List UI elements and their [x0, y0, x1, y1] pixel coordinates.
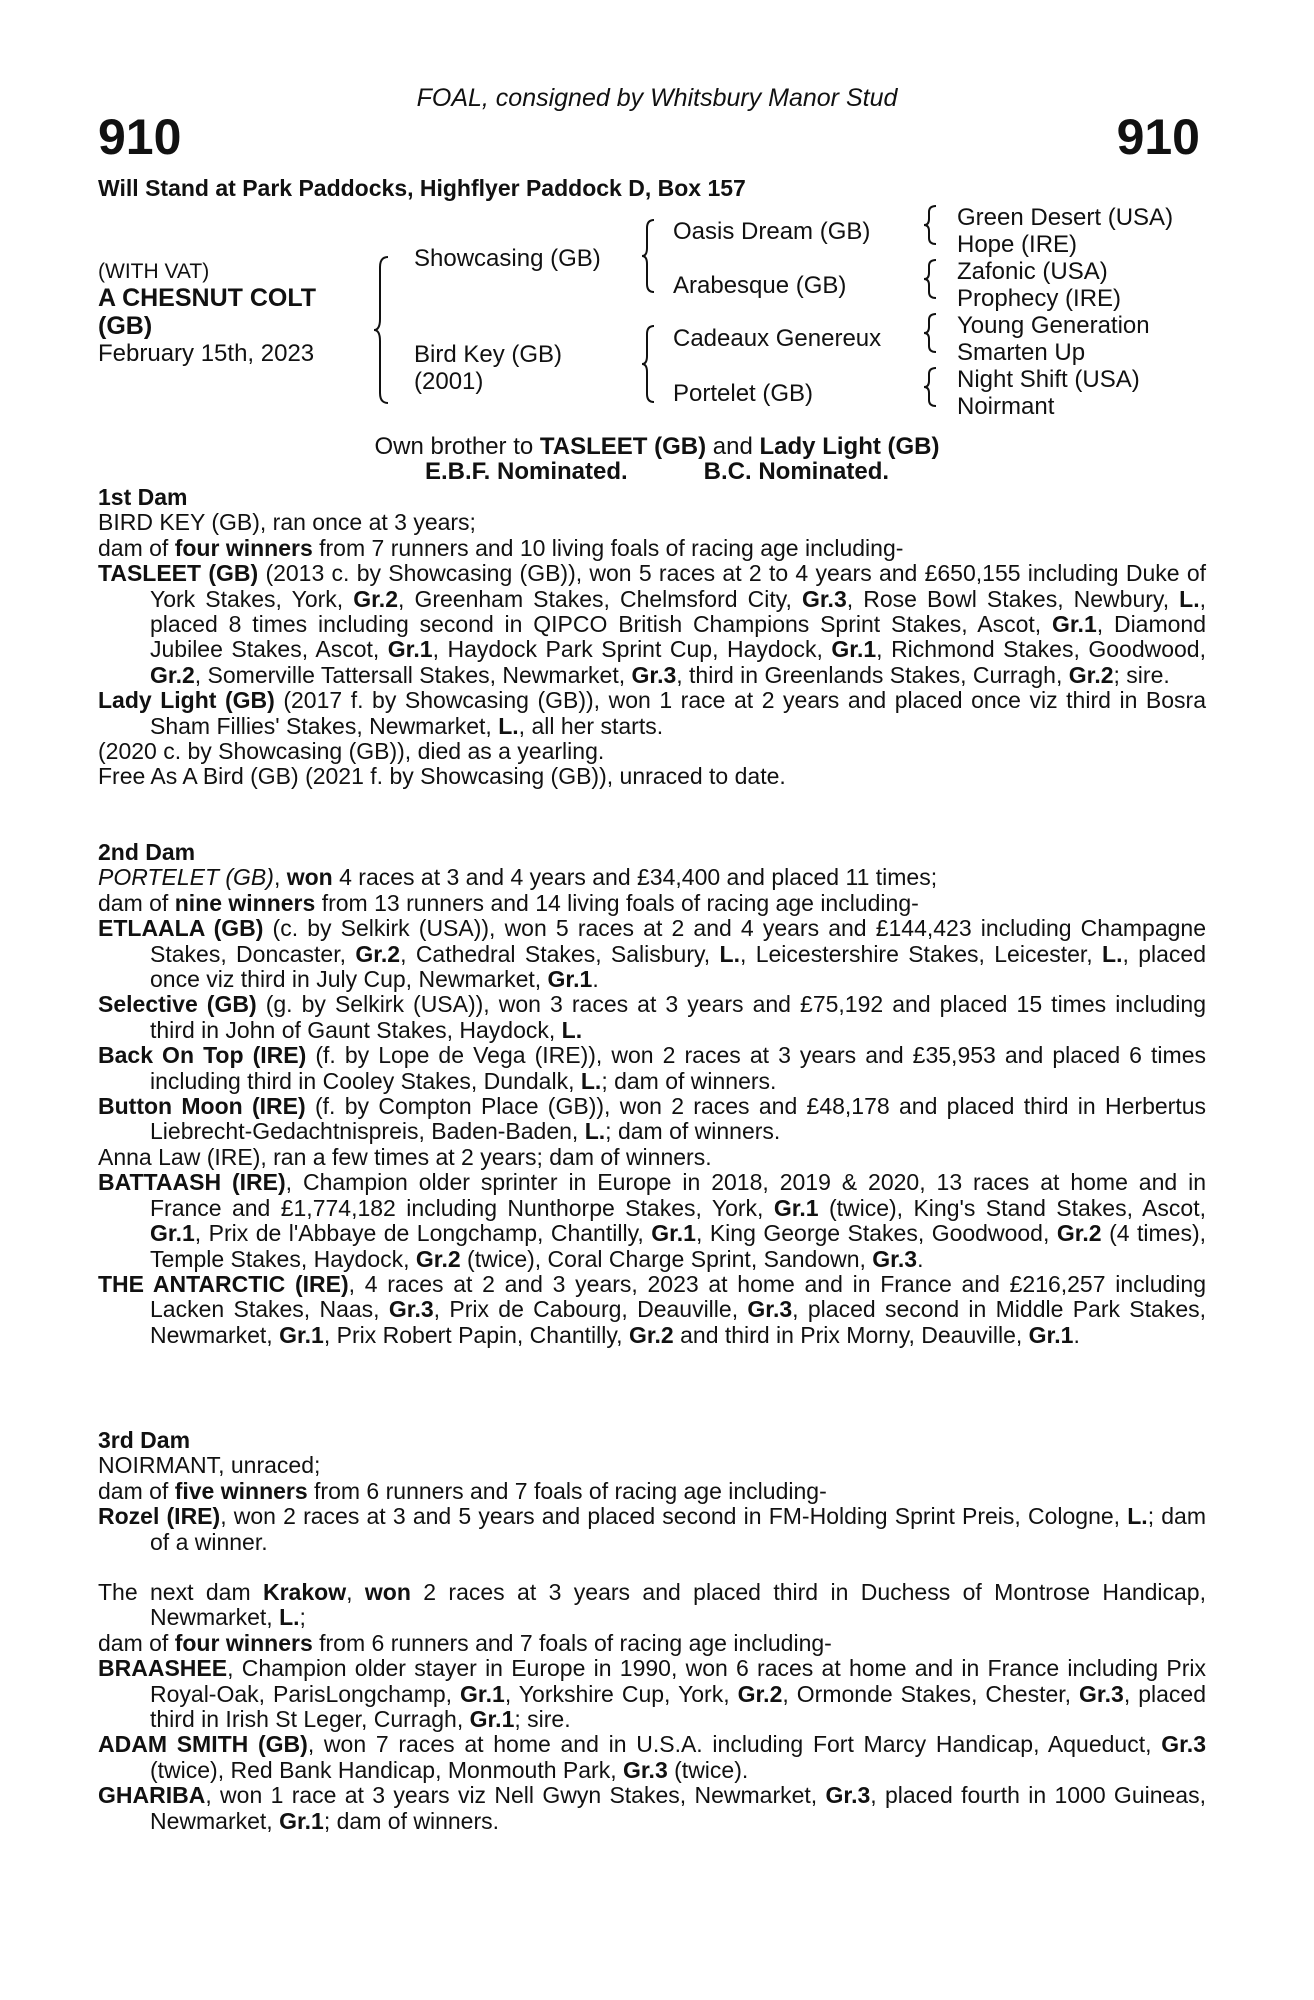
third-dam-produce-summary: dam of five winners from 6 runners and 7 foals of racing age including- [98, 1477, 827, 1504]
pedigree-dam: Bird Key (GB) [414, 341, 563, 368]
produce-entry: Button Moon (IRE) (f. by Compton Place (GB)), won 2 races and £48,178 and placed third in Herbertus Liebrecht-Gedachtnispreis, Baden-Baden, L.; dam of winners. [98, 1093, 1207, 1145]
nomination-notes [0, 434, 1314, 484]
pedigree-dsd: Smarten Up [957, 339, 1086, 366]
pedigree-ssd: Hope (IRE) [957, 231, 1078, 258]
first-dam-produce-summary: dam of four winners from 7 runners and 10 living foals of racing age including- [98, 534, 904, 561]
own-brother-line: Own brother to TASLEET (GB) and Lady Light (GB) [374, 433, 940, 460]
pedigree-sss: Green Desert (USA) [957, 204, 1174, 231]
pedigree-dam-dam: Portelet (GB) [673, 380, 814, 407]
pedigree-brace-ds [922, 312, 940, 354]
second-dam-line: PORTELET (GB), won 4 races at 3 and 4 years and £34,400 and placed 11 times; [98, 864, 938, 891]
produce-entry: Lady Light (GB) (2017 f. by Showcasing (GB)), won 1 race at 2 years and placed once viz third in Bosra Sham Fillies' Stakes, Newmarket, L., all her starts. [98, 687, 1206, 739]
grand-produce-entry: THE ANTARCTIC (IRE), 4 races at 2 and 3 years, 2023 at home and in France and £216,257 including Lacken Stakes, Naas, Gr.3, Prix de Cabourg, Deauville, Gr.3, placed second in Middle Park Stakes, Newmarket, Gr.1, Prix Robert Papin, Chantilly, Gr.2 and third in Prix Morny, Deauville, Gr.1. [98, 1270, 1207, 1348]
vat-note: (WITH VAT) [98, 260, 210, 283]
pedigree-brace-sire [640, 218, 658, 294]
consignment-line: FOAL, consigned by Whitsbury Manor Stud [416, 84, 898, 112]
next-dam-line: The next dam Krakow, won 2 races at 3 years and placed third in Duchess of Montrose Handicap, Newmarket, L.; [98, 1579, 1206, 1631]
third-dam-heading: 3rd Dam [98, 1427, 191, 1453]
next-dam-produce-summary: dam of four winners from 6 runners and 7 foals of racing age including- [98, 1629, 832, 1656]
next-dam-section [98, 1580, 1206, 1834]
lot-number-right: 910 [1116, 109, 1200, 165]
pedigree-sire-sire: Oasis Dream (GB) [673, 218, 871, 245]
pedigree-sdd: Prophecy (IRE) [957, 285, 1122, 312]
pedigree-dam-sire: Cadeaux Genereux [673, 325, 882, 352]
horse-name: A CHESNUT COLT [98, 284, 317, 312]
produce-entry: Selective (GB) (g. by Selkirk (USA)), won 3 races at 3 years and £75,192 and placed 15 times including third in John of Gaunt Stakes, Haydock, L. [98, 991, 1206, 1043]
second-dam-produce-summary: dam of nine winners from 13 runners and 14 living foals of racing age including- [98, 889, 919, 916]
first-dam-heading: 1st Dam [98, 484, 188, 510]
produce-entry: ETLAALA (GB) (c. by Selkirk (USA)), won 5 races at 2 and 4 years and £144,423 including Champagne Stakes, Doncaster, Gr.2, Cathedral Stakes, Salisbury, L., Leicestershire Stakes, Leicester, L., placed once viz third in July Cup, Newmarket, Gr.1. [98, 915, 1206, 993]
produce-entry: Free As A Bird (GB) (2021 f. by Showcasing (GB)), unraced to date. [98, 763, 786, 790]
pedigree-brace-ss [922, 204, 940, 246]
third-dam-section [98, 1428, 1206, 1555]
pedigree-brace-dd [922, 366, 940, 408]
second-dam-section [98, 840, 1206, 1348]
pedigree-brace-dam [640, 324, 658, 404]
produce-entry: GHARIBA, won 1 race at 3 years viz Nell Gwyn Stakes, Newmarket, Gr.3, placed fourth in 1000 Guineas, Newmarket, Gr.1; dam of winners. [98, 1782, 1206, 1834]
second-dam-heading: 2nd Dam [98, 839, 196, 865]
lot-number-left: 910 [98, 109, 182, 165]
pedigree-brace-main [372, 255, 392, 405]
pedigree-sire-dam: Arabesque (GB) [673, 272, 847, 299]
stand-location: Will Stand at Park Paddocks, Highflyer Paddock D, Box 157 [98, 175, 746, 201]
produce-entry: Back On Top (IRE) (f. by Lope de Vega (IRE)), won 2 races at 3 years and £35,953 and placed 6 times including third in Cooley Stakes, Dundalk, L.; dam of winners. [98, 1042, 1206, 1094]
pedigree-sire: Showcasing (GB) [414, 245, 601, 272]
first-dam-section [98, 485, 1206, 790]
produce-entry: TASLEET (GB) (2013 c. by Showcasing (GB)), won 5 races at 2 to 4 years and £650,155 including Duke of York Stakes, York, Gr.2, Greenham Stakes, Chelmsford City, Gr.3, Rose Bowl Stakes, Newbury, L., placed 8 times including second in QIPCO British Champions Sprint Stakes, Ascot, Gr.1, Diamond Jubilee Stakes, Ascot, Gr.1, Haydock Park Sprint Cup, Haydock, Gr.1, Richmond Stakes, Goodwood, Gr.2, Somerville Tattersall Stakes, Newmarket, Gr.3, third in Greenlands Stakes, Curragh, Gr.2; sire. [98, 560, 1207, 688]
horse-origin: (GB) [98, 312, 153, 340]
pedigree-sds: Zafonic (USA) [957, 258, 1108, 285]
pedigree-dam-year: (2001) [414, 368, 484, 395]
produce-entry: ADAM SMITH (GB), won 7 races at home and in U.S.A. including Fort Marcy Handicap, Aqueduct, Gr.3 (twice), Red Bank Handicap, Monmouth Park, Gr.3 (twice). [98, 1731, 1206, 1783]
pedigree-dss: Young Generation [957, 312, 1150, 339]
nominations-line: E.B.F. Nominated. B.C. Nominated. [424, 458, 890, 485]
pedigree-ddd: Noirmant [957, 393, 1055, 420]
foaling-date: February 15th, 2023 [98, 340, 315, 367]
third-dam-line: NOIRMANT, unraced; [98, 1452, 321, 1479]
pedigree-dds: Night Shift (USA) [957, 366, 1140, 393]
produce-entry: (2020 c. by Showcasing (GB)), died as a yearling. [98, 738, 605, 765]
produce-entry: Anna Law (IRE), ran a few times at 2 years; dam of winners. [98, 1143, 712, 1170]
pedigree-brace-sd [922, 258, 940, 300]
grand-produce-entry: BATTAASH (IRE), Champion older sprinter in Europe in 2018, 2019 & 2020, 13 races at home and in France and £1,774,182 including Nunthorpe Stakes, York, Gr.1 (twice), King's Stand Stakes, Ascot, Gr.1, Prix de l'Abbaye de Longchamp, Chantilly, Gr.1, King George Stakes, Goodwood, Gr.2 (4 times), Temple Stakes, Haydock, Gr.2 (twice), Coral Charge Sprint, Sandown, Gr.3. [98, 1169, 1206, 1272]
produce-entry: Rozel (IRE), won 2 races at 3 and 5 years and placed second in FM-Holding Sprint Preis, Cologne, L.; dam of a winner. [98, 1503, 1206, 1555]
first-dam-line: BIRD KEY (GB), ran once at 3 years; [98, 509, 476, 536]
produce-entry: BRAASHEE, Champion older stayer in Europe in 1990, won 6 races at home and in France including Prix Royal-Oak, ParisLongchamp, Gr.1, Yorkshire Cup, York, Gr.2, Ormonde Stakes, Chester, Gr.3, placed third in Irish St Leger, Curragh, Gr.1; sire. [98, 1655, 1206, 1733]
